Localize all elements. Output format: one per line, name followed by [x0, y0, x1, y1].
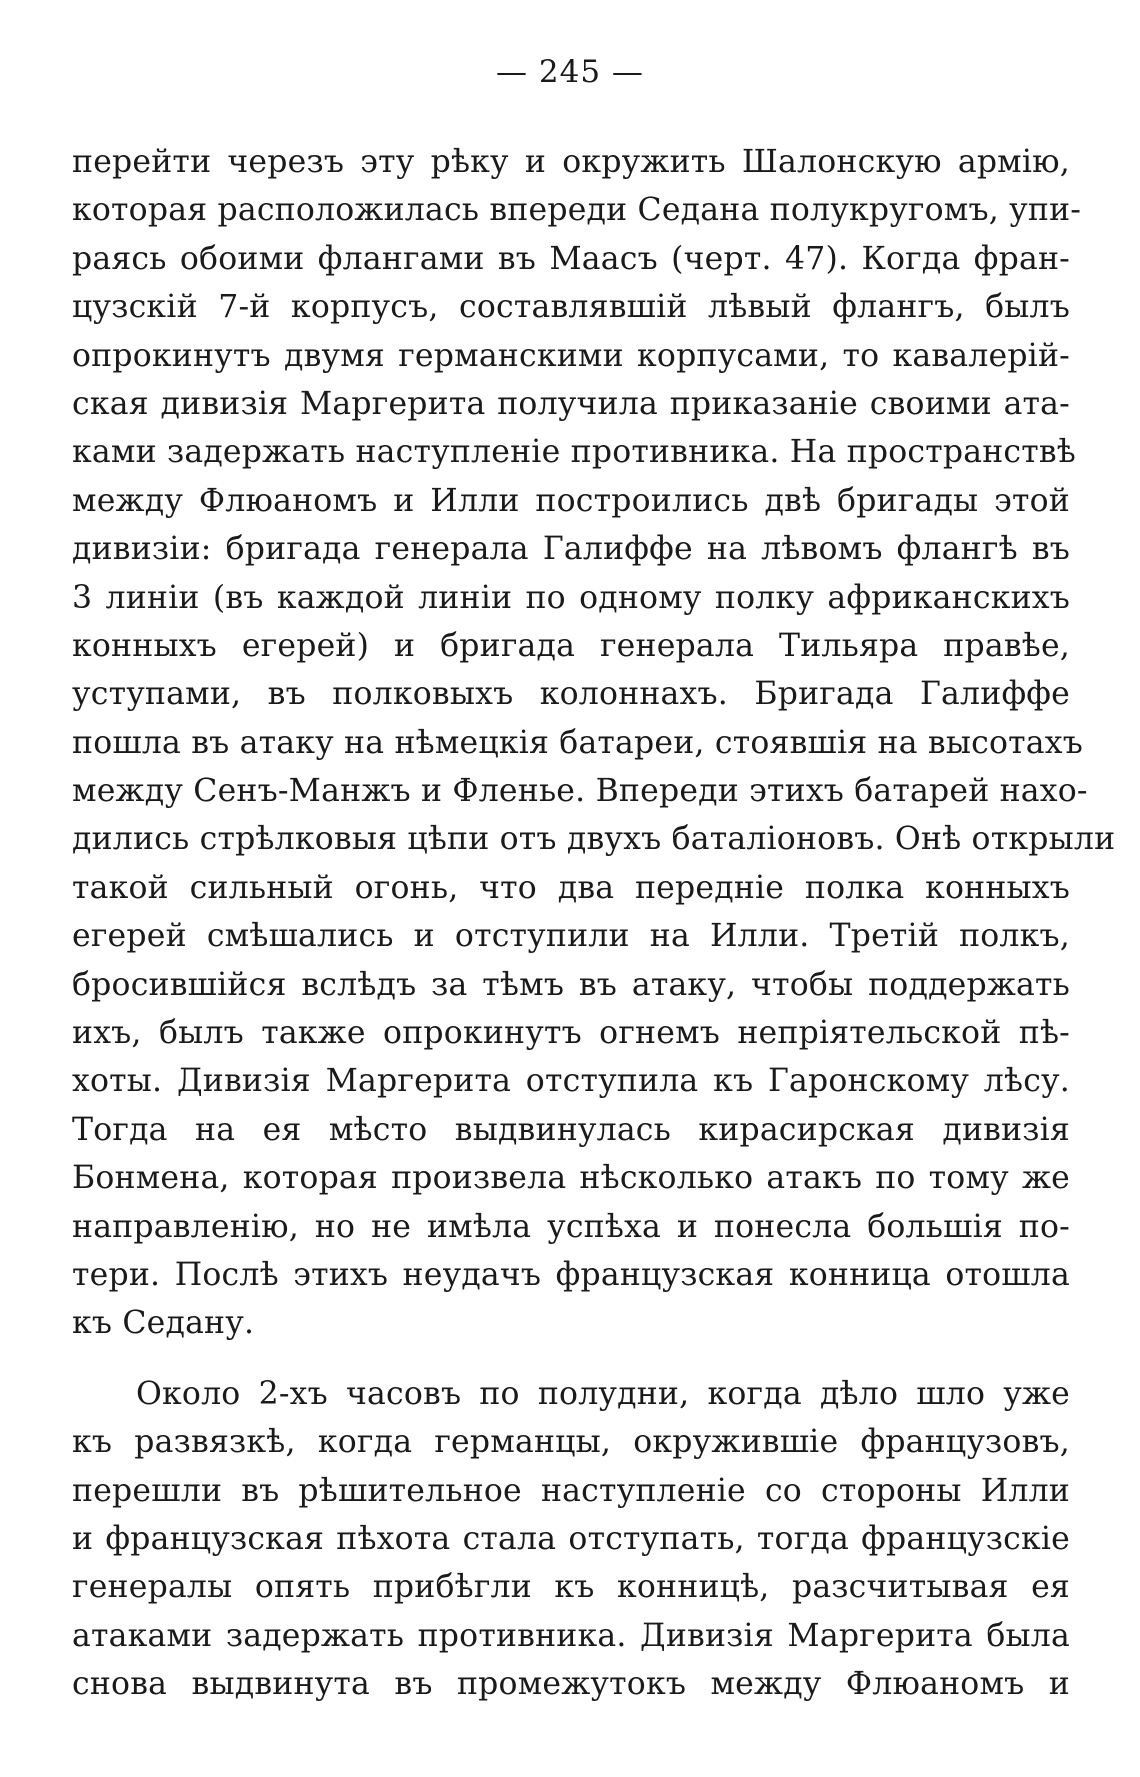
text-line: такой сильный огонь, что два передніе полка конныхъ	[72, 869, 1070, 906]
text-line: которая расположилась впереди Седана полукругомъ, упи-	[72, 192, 1082, 229]
text-line: между Сенъ-Манжъ и Фленье. Впереди этихъ батарей нахо-	[72, 773, 1088, 810]
text-line: егерей смѣшались и отступили на Илли. Третій полкъ,	[72, 918, 1070, 955]
text-line: перешли въ рѣшительное наступленіе со стороны Илли	[72, 1472, 1070, 1509]
text-line: атаками задержать противника. Дивизія Маргерита была	[72, 1617, 1070, 1654]
text-line: Около 2-хъ часовъ по полудни, когда дѣло шло уже	[136, 1375, 1070, 1412]
text-line: дивизіи: бригада генерала Галиффе на лѣвомъ флангѣ въ	[72, 531, 1070, 568]
body-text	[72, 138, 1116, 1709]
text-line: къ развязкѣ, когда германцы, окружившіе французовъ,	[72, 1424, 1070, 1461]
text-line: между Флюаномъ и Илли построились двѣ бригады этой	[72, 482, 1070, 519]
text-line: дились стрѣлковыя цѣпи отъ двухъ баталіоновъ. Онѣ открыли	[72, 821, 1116, 858]
text-line: и французская пѣхота стала отступать, тогда французскіе	[72, 1520, 1070, 1557]
text-line: хоты. Дивизія Маргерита отступила къ Гаронскому лѣсу.	[72, 1063, 1070, 1100]
text-line: Тогда на ея мѣсто выдвинулась кирасирская дивизія	[72, 1111, 1070, 1148]
text-line: Бонмена, которая произвела нѣсколько атакъ по тому же	[72, 1160, 1070, 1197]
paragraph	[72, 1370, 1070, 1709]
page-number: — 245 —	[496, 54, 644, 90]
text-line: раясь обоими флангами въ Маасъ (черт. 47). Когда фран-	[72, 240, 1070, 277]
text-line: ская дивизія Маргерита получила приказаніе своими ата-	[72, 385, 1070, 422]
text-line: ками задержать наступленіе противника. На пространствѣ	[72, 434, 1076, 471]
paragraph	[72, 138, 1116, 1348]
text-line: перейти черезъ эту рѣку и окружить Шалонскую армію,	[72, 144, 1070, 180]
text-line: къ Седану.	[72, 1305, 255, 1342]
text-line: генералы опять прибѣгли къ конницѣ, разсчитывая ея	[72, 1569, 1070, 1606]
text-line: бросившійся вслѣдъ за тѣмъ въ атаку, чтобы поддержать	[72, 966, 1070, 1003]
text-line: снова выдвинута въ промежутокъ между Флюаномъ и	[72, 1666, 1070, 1703]
paragraph-gap	[72, 1348, 1070, 1370]
text-line: цузскій 7-й корпусъ, составлявшій лѣвый флангъ, былъ	[72, 289, 1070, 326]
text-line: направленію, но не имѣла успѣха и понесла большія по-	[72, 1208, 1070, 1245]
text-line: тери. Послѣ этихъ неудачъ французская конница отошла	[72, 1256, 1070, 1293]
text-line: опрокинутъ двумя германскими корпусами, то кавалерій-	[72, 337, 1070, 374]
text-line: уступами, въ полковыхъ колоннахъ. Бригада Галиффе	[72, 676, 1070, 713]
text-line: конныхъ егерей) и бригада генерала Тильяра правѣе,	[72, 627, 1070, 664]
text-line: ихъ, былъ также опрокинутъ огнемъ непріятельской пѣ-	[72, 1015, 1070, 1052]
text-line: 3 линіи (въ каждой линіи по одному полку африканскихъ	[72, 579, 1070, 616]
text-line: пошла въ атаку на нѣмецкія батареи, стоявшія на высотахъ	[72, 724, 1083, 761]
